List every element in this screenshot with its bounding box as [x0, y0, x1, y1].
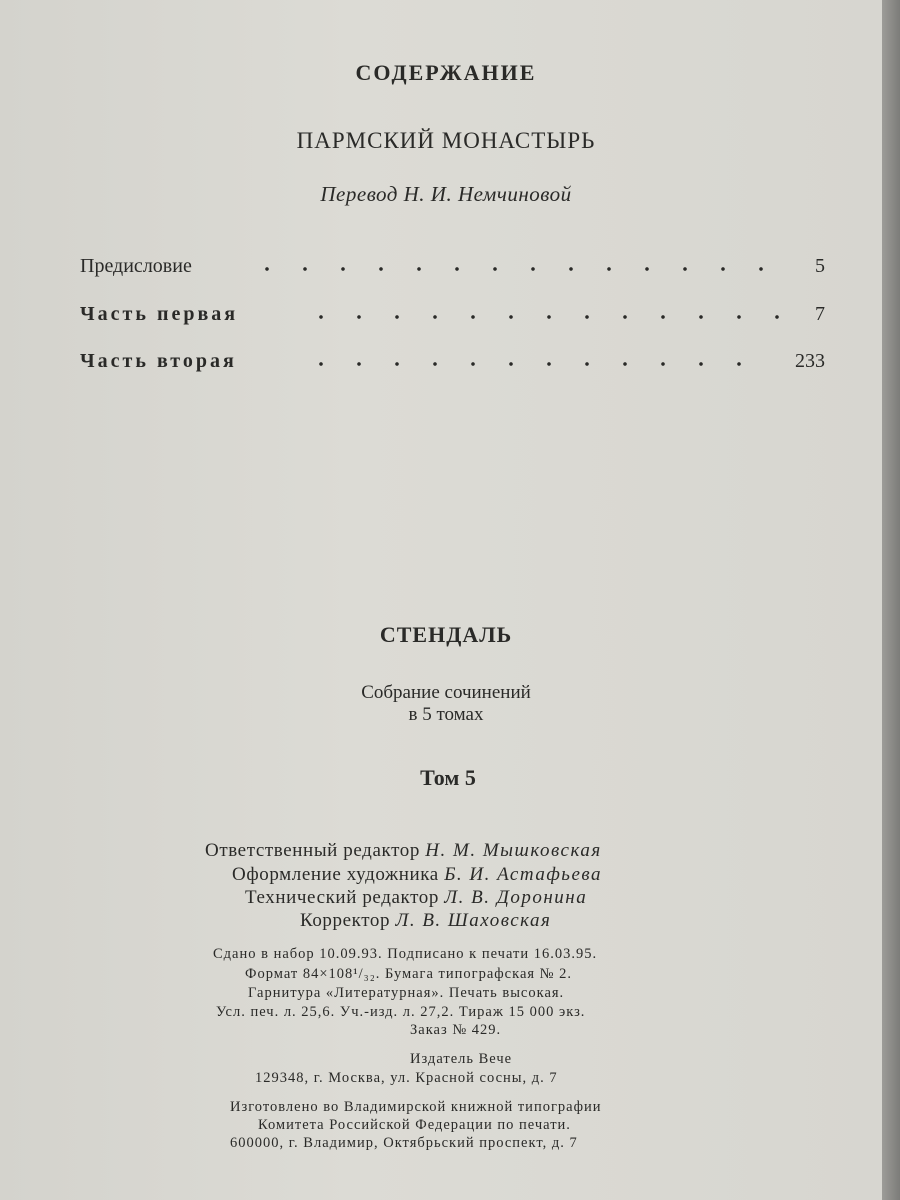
toc-page-number: 5 — [815, 255, 825, 277]
credit-role: Технический редактор — [245, 887, 439, 908]
toc-row-preface — [80, 248, 825, 278]
author-name: СТЕНДАЛЬ — [379, 622, 513, 647]
printer-line: Комитета Российской Федерации по печати. — [258, 1117, 571, 1133]
toc-page-number: 233 — [795, 350, 825, 372]
credit-role: Корректор — [300, 910, 391, 931]
credit-person: Б. И. Астафьева — [444, 864, 603, 885]
toc-dot-leader — [302, 314, 785, 320]
credit-proofreader — [300, 910, 551, 932]
credit-responsible-editor — [205, 840, 602, 862]
volume-number: Том 5 — [420, 765, 476, 790]
toc-row-part-one — [80, 296, 825, 326]
credit-person: Л. В. Шаховская — [395, 910, 552, 931]
credit-person: Н. М. Мышковская — [425, 840, 602, 861]
imprint-line: Усл. печ. л. 25,6. Уч.-изд. л. 27,2. Тираж 15 000 экз. — [216, 1004, 586, 1020]
toc-row-part-two — [80, 343, 825, 373]
toc-dot-leader — [302, 361, 765, 367]
work-title: ПАРМСКИЙ МОНАСТЫРЬ — [296, 128, 596, 153]
contents-heading: СОДЕРЖАНИЕ — [355, 60, 537, 85]
page-edge — [882, 0, 900, 1200]
series-title: Собрание сочинений — [361, 682, 531, 703]
publisher-name: Издатель Вече — [410, 1051, 513, 1067]
publisher-address: 129348, г. Москва, ул. Красной сосны, д. 7 — [255, 1070, 558, 1086]
credit-role: Ответственный редактор — [205, 840, 420, 861]
toc-page-number: 7 — [815, 303, 825, 325]
credit-technical-editor — [245, 887, 587, 909]
toc-label: Часть первая — [80, 303, 239, 325]
imprint-line: Формат 84×108¹/₃₂. Бумага типографская № 2. — [245, 966, 573, 982]
series-volumes: в 5 томах — [408, 704, 484, 725]
toc-label: Часть вторая — [80, 350, 237, 372]
credit-design — [232, 864, 602, 886]
toc-dot-leader — [248, 266, 785, 272]
imprint-line: Сдано в набор 10.09.93. Подписано к печати 16.03.95. — [213, 946, 598, 962]
imprint-line: Заказ № 429. — [410, 1022, 502, 1038]
translator-credit: Перевод Н. И. Немчиновой — [320, 182, 572, 206]
toc-label: Предисловие — [80, 255, 192, 277]
credit-role: Оформление художника — [232, 864, 439, 885]
printer-line: Изготовлено во Владимирской книжной типографии — [230, 1099, 602, 1115]
imprint-line: Гарнитура «Литературная». Печать высокая. — [248, 985, 565, 1001]
printer-address: 600000, г. Владимир, Октябрьский проспект, д. 7 — [230, 1135, 578, 1151]
credit-person: Л. В. Доронина — [444, 887, 588, 908]
